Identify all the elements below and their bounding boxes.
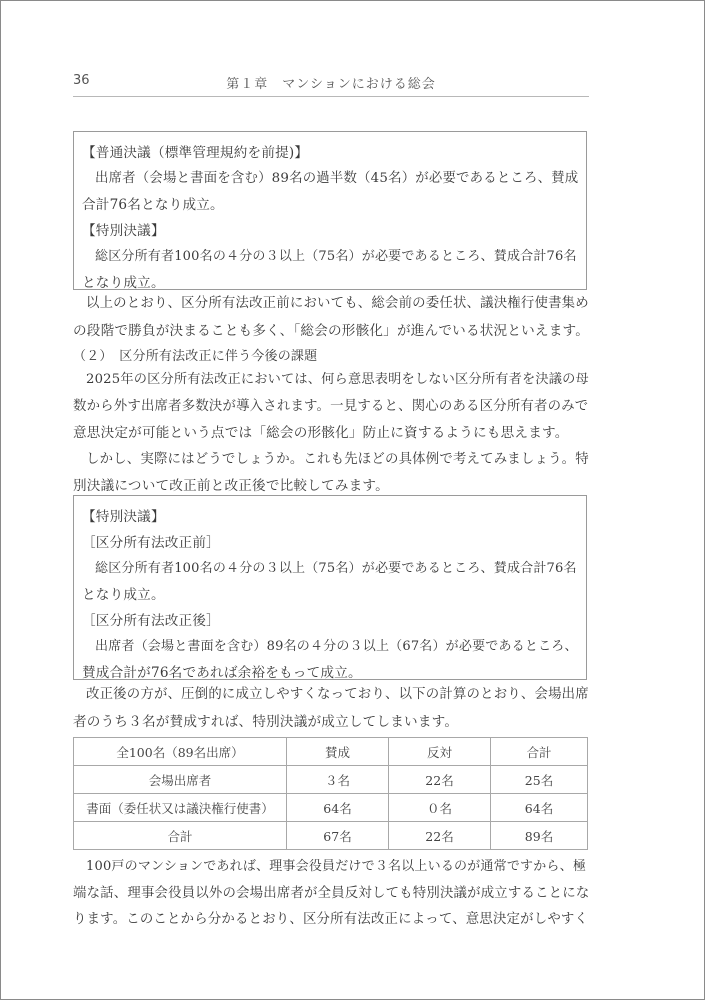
paragraph-line: 2025年の区分所有法改正においては、何ら意思表明をしない区分所有者を決議の母 [86, 372, 589, 387]
page-number: 36 [73, 73, 90, 88]
header-rule [73, 96, 589, 97]
paragraph-1 [73, 291, 589, 371]
table-cell: 89名 [491, 822, 588, 850]
table-cell: 合計 [74, 822, 287, 850]
paragraph-line: 者のうち３名が賛成すれば、特別決議が成立してしまいます。 [73, 713, 459, 730]
table-header-cell: 反対 [389, 738, 491, 766]
example-box-comparison [73, 495, 587, 680]
table-cell: 会場出席者 [74, 766, 287, 794]
paragraph-4 [73, 682, 589, 735]
box-text: となり成立。 [82, 587, 165, 603]
table-cell: 25名 [491, 766, 588, 794]
box-heading: 【特別決議】 [82, 509, 165, 525]
example-box-before [73, 131, 587, 290]
table-header-cell: 賛成 [287, 738, 389, 766]
box-subheading: ［区分所有法改正後］ [82, 613, 220, 629]
box-text: 合計76名となり成立。 [82, 197, 224, 213]
box-text: 総区分所有者100名の４分の３以上（75名）が必要であるところ、賛成合計76名 [95, 561, 577, 576]
box-text: となり成立。 [82, 275, 165, 291]
paragraph-line: しかし、実際にはどうでしょうか。これも先ほどの具体例で考えてみましょう。特 [86, 451, 589, 467]
table-cell: 書面（委任状又は議決権行使書） [74, 794, 287, 822]
section-heading: （２） 区分所有法改正に伴う今後の課題 [73, 349, 318, 364]
table-header-row [74, 738, 588, 766]
table-cell: 22名 [389, 766, 491, 794]
table-row [74, 822, 588, 850]
table-cell: 64名 [491, 794, 588, 822]
box-heading: 【普通決議（標準管理規約を前提)】 [82, 145, 309, 161]
paragraph-line: 改正後の方が、圧倒的に成立しやすくなっており、以下の計算のとおり、会場出席 [86, 687, 589, 702]
box-heading: 【特別決議】 [82, 223, 165, 239]
table-row [74, 794, 588, 822]
table-cell: 67名 [287, 822, 389, 850]
paragraph-line: 別決議について改正前と改正後で比較してみます。 [73, 478, 389, 494]
paragraph-line: 100戸のマンションであれば、理事会役員だけで３名以上いるのが通常ですから、極 [86, 859, 587, 874]
paragraph-line: 数から外す出席者多数決が導入されます。一見すると、関心のある区分所有者のみで [73, 398, 589, 414]
box-text: 出席者（会場と書面を含む）89名の４分の３以上（67名）が必要であるところ、 [95, 639, 578, 654]
table-cell: ３名 [287, 766, 389, 794]
running-header [73, 73, 589, 95]
paragraph-line: ります。このことから分かるとおり、区分所有法改正によって、意思決定がしやすく [73, 912, 589, 927]
paragraph-line: 意思決定が可能という点では「総会の形骸化」防止に資するようにも思えます。 [73, 425, 569, 441]
box-text: 出席者（会場と書面を含む）89名の過半数（45名）が必要であるところ、賛成 [95, 171, 579, 186]
paragraph-5 [73, 854, 589, 934]
table-header-cell: 合計 [491, 738, 588, 766]
box-subheading: ［区分所有法改正前］ [82, 535, 220, 551]
table-cell: 64名 [287, 794, 389, 822]
box-text: 総区分所有者100名の４分の３以上（75名）が必要であるところ、賛成合計76名 [95, 249, 577, 264]
paragraph-line: 端な話、理事会役員以外の会場出席者が全員反対しても特別決議が成立することにな [73, 885, 590, 901]
paragraph-2 [73, 367, 589, 500]
paragraph-line: 以上のとおり、区分所有法改正前においても、総会前の委任状、議決権行使書集め [86, 296, 589, 311]
box-text: 賛成合計が76名であれば余裕をもって成立。 [82, 665, 362, 681]
table-row [74, 766, 588, 794]
vote-calculation-table [73, 737, 588, 850]
table-cell: 22名 [389, 822, 491, 850]
chapter-title: 第１章 マンションにおける総会 [226, 77, 436, 92]
table-cell: ０名 [389, 794, 491, 822]
table-header-cell: 全100名（89名出席） [74, 738, 287, 766]
paragraph-line: の段階で勝負が決まることも多く、「総会の形骸化」が進んでいる状況といえます。 [73, 322, 589, 339]
